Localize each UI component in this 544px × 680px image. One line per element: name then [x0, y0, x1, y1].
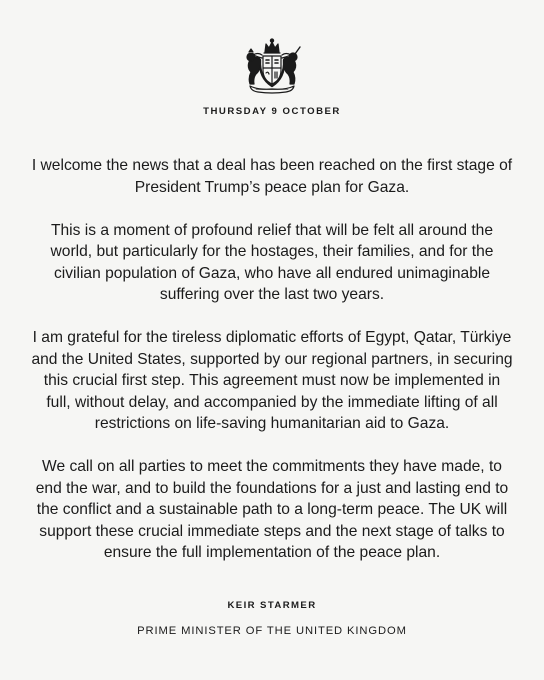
- statement-paragraph: This is a moment of profound relief that will be felt all around the world, but particularly for the hostages, their families, and for the civilian population of Gaza, who have all endured unimaginable suffering over the last two years.: [50, 221, 494, 303]
- signer-role: PRIME MINISTER OF THE UNITED KINGDOM: [137, 625, 407, 637]
- signer-name: KEIR STARMER: [227, 600, 317, 611]
- statement-paragraph: We call on all parties to meet the commitments they have made, to end the war, and to build the foundations for a just and lasting end to the conflict and a sustainable path to a long-term peace. The UK will support these crucial immediate steps and the next stage of talks to ensure the full implementation of the peace plan.: [35, 458, 509, 561]
- statement-body: [30, 155, 514, 585]
- statement-date: THURSDAY 9 OCTOBER: [203, 106, 341, 117]
- royal-coat-of-arms-icon: [238, 38, 306, 94]
- statement-paragraph: I am grateful for the tireless diplomatic efforts of Egypt, Qatar, Türkiye and the United States, supported by our regional partners, in securing this crucial first step. This agreement must now be implemented in full, without delay, and accompanied by the immediate lifting of all restrictions on life-saving humanitarian aid to Gaza.: [31, 329, 513, 432]
- statement-paragraph: I welcome the news that a deal has been reached on the first stage of President Trump’s peace plan for Gaza.: [31, 157, 513, 196]
